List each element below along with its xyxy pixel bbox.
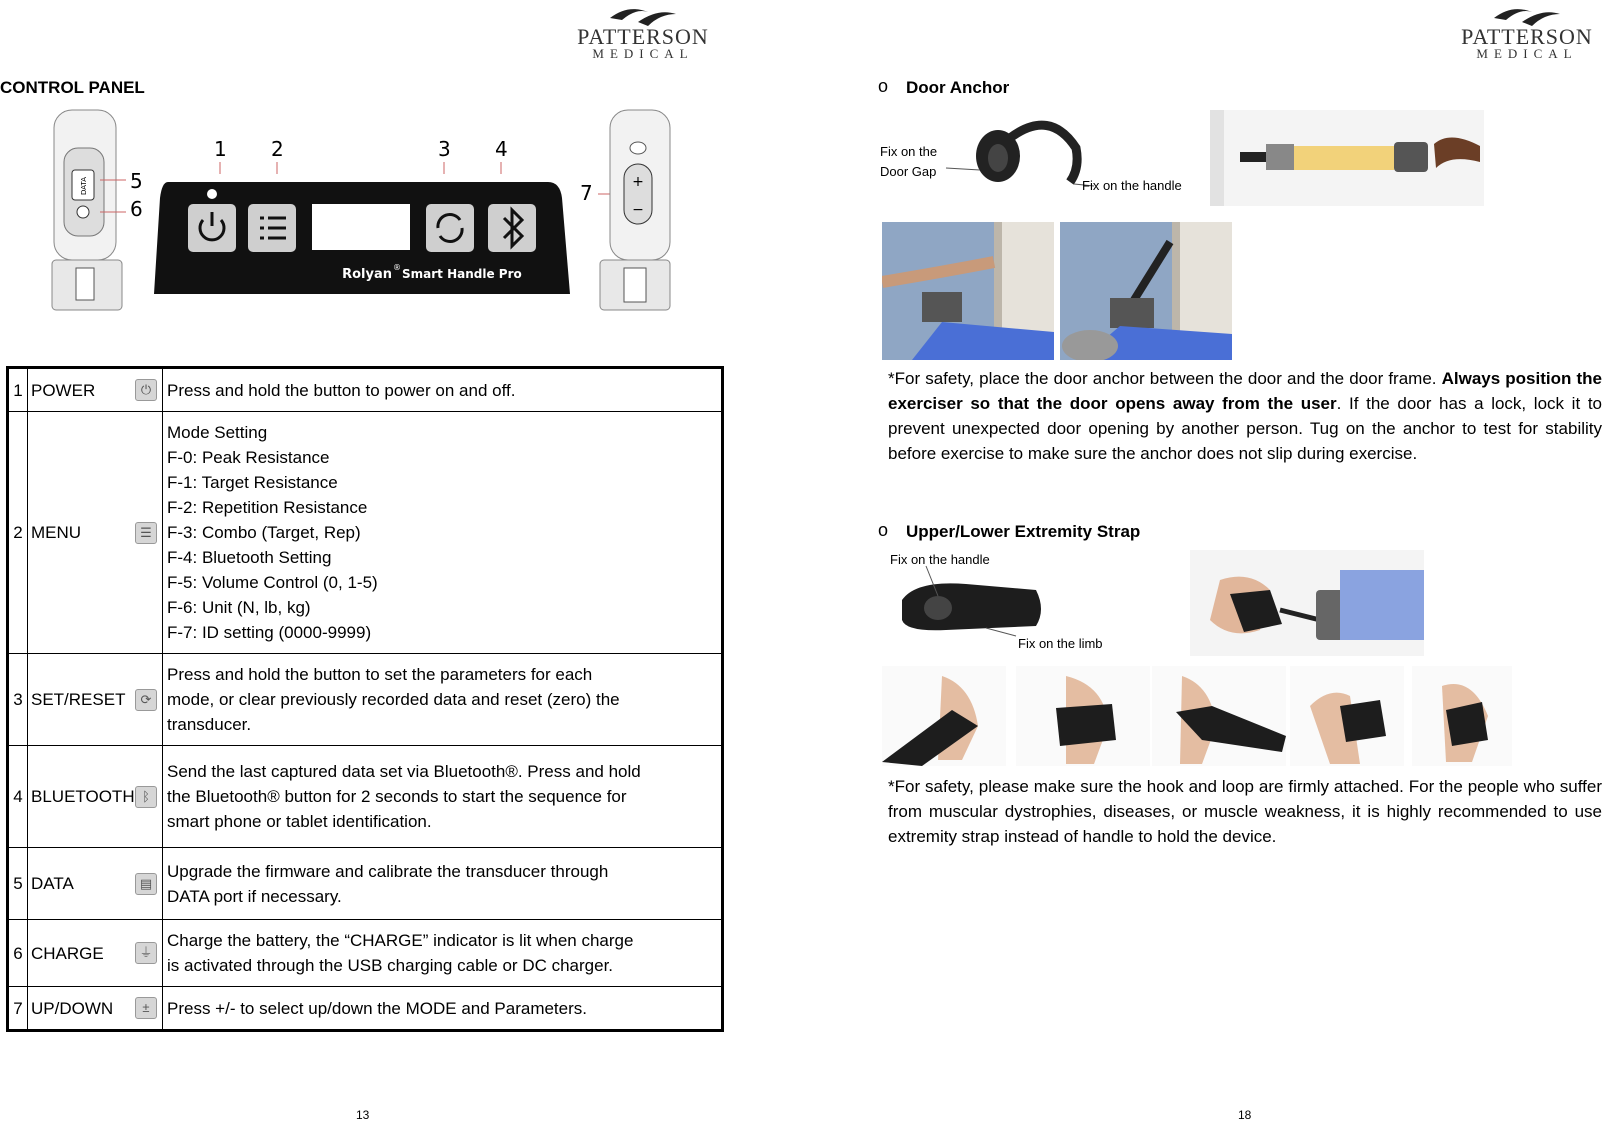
row-name: DATA	[31, 874, 74, 893]
desc-line: Press and hold the button to power on and off.	[167, 380, 516, 400]
right-page	[860, 0, 1602, 1129]
table-row	[8, 848, 723, 920]
extremity-strap-product-photo	[886, 550, 1136, 654]
callout-4: 4	[495, 137, 508, 161]
row-number: 4	[8, 746, 28, 848]
strap-steps-photo-3	[1152, 666, 1286, 766]
row-name-cell	[28, 987, 163, 1031]
desc-line: F-7: ID setting (0000-9999)	[167, 623, 372, 642]
patterson-medical-logo	[1452, 0, 1602, 64]
desc-line: smart phone or tablet identification.	[167, 812, 432, 831]
row-name-cell	[28, 920, 163, 987]
panel-brand: Rolyan	[342, 267, 392, 282]
section-bullet: o	[878, 520, 889, 540]
section-title-extremity-strap: Upper/Lower Extremity Strap	[906, 522, 1141, 541]
row-description	[163, 412, 723, 654]
power-icon: ⏻	[135, 379, 157, 401]
side-label-data: DATA	[80, 176, 88, 196]
row-number: 1	[8, 368, 28, 412]
desc-line: F-3: Combo (Target, Rep)	[167, 523, 361, 542]
charge-led-shape	[77, 206, 89, 218]
desc-line: Press +/- to select up/down the MODE and Parameters.	[167, 998, 587, 1018]
row-description	[163, 654, 723, 746]
table-row	[8, 746, 723, 848]
row-number: 2	[8, 412, 28, 654]
patterson-medical-logo	[568, 0, 718, 64]
row-name: UP/DOWN	[31, 998, 114, 1018]
panel-reset-button	[426, 204, 474, 252]
left-handle-side-view	[52, 110, 126, 310]
desc-line: mode, or clear previously recorded data and reset (zero) the	[167, 690, 620, 709]
row-number: 6	[8, 920, 28, 987]
callout-2: 2	[271, 137, 284, 161]
bluetooth-icon: ᛒ	[135, 786, 157, 808]
charge-icon: ⏚	[135, 942, 157, 964]
up-down-icon: ±	[135, 997, 157, 1019]
desc-line: Mode Setting	[167, 423, 268, 442]
left-page	[0, 0, 800, 1129]
desc-line: the Bluetooth® button for 2 seconds to start the sequence for	[167, 787, 627, 806]
logo-word-patterson: PATTERSON	[1461, 24, 1593, 49]
logo-word-patterson: PATTERSON	[577, 24, 709, 49]
desc-line: Upgrade the firmware and calibrate the transducer through	[167, 861, 609, 881]
row-name-cell	[28, 368, 163, 412]
control-panel-figure	[40, 108, 680, 328]
door-anchor-safety-note	[888, 366, 1602, 466]
device-illustration	[40, 108, 680, 328]
label-fix-on-handle: Fix on the handle	[1082, 178, 1182, 193]
panel-product-name: Smart Handle Pro	[402, 267, 522, 281]
callout-6: 6	[130, 197, 143, 221]
row-name: MENU	[31, 523, 82, 542]
strap-steps-photo-4	[1290, 666, 1404, 766]
note-text-bold: Always position the exerciser so that the door opens away from the user	[888, 369, 1602, 413]
row-name: BLUETOOTH	[31, 787, 135, 806]
door-anchor-photo-step2	[1060, 222, 1232, 360]
reset-icon: ⟳	[135, 689, 157, 711]
row-name-cell	[28, 412, 163, 654]
control-panel-table	[6, 366, 724, 1032]
page-heading: CONTROL PANEL	[0, 78, 145, 97]
door-anchor-photo-step1	[882, 222, 1054, 360]
note-text-end: . If the door has a lock, lock it to prevent unexpected door opening by another person. Tug on the anchor to test for stability before exercise to make sure the anchor does not slip during exercise.	[888, 394, 1602, 463]
desc-line: Press and hold the button to set the parameters for each	[167, 665, 593, 684]
label-fix-on-handle: Fix on the handle	[890, 552, 990, 567]
callout-3: 3	[438, 137, 451, 161]
callout-5: 5	[130, 169, 143, 193]
desc-line: F-5: Volume Control (0, 1-5)	[167, 573, 378, 592]
desc-line: transducer.	[167, 715, 252, 734]
door-anchor-product-photo	[880, 108, 1210, 206]
desc-line: Send the last captured data set via Bluetooth®. Press and hold	[167, 762, 641, 781]
desc-line: is activated through the USB charging cable or DC charger.	[167, 956, 614, 975]
logo-word-medical: MEDICAL	[592, 46, 694, 61]
note-text-start: *For safety, place the door anchor between the door and the door frame.	[888, 369, 1442, 388]
extremity-strap-in-use-photo	[1190, 550, 1424, 656]
logo-word-medical: MEDICAL	[1476, 46, 1578, 61]
row-name-cell	[28, 746, 163, 848]
panel-power-button	[188, 204, 236, 252]
menu-icon: ☰	[135, 522, 157, 544]
row-description	[163, 368, 723, 412]
strap-steps-photo-2	[1016, 666, 1150, 766]
row-name: POWER	[31, 380, 96, 400]
row-name: CHARGE	[31, 943, 104, 963]
row-name-cell	[28, 654, 163, 746]
table-row	[8, 654, 723, 746]
page-number: 18	[1238, 1108, 1252, 1122]
page-number: 13	[356, 1108, 370, 1122]
right-handle-side-view	[600, 110, 670, 310]
extremity-strap-safety-note: *For safety, please make sure the hook and loop are firmly attached. For the people who suffer from muscular dystrophies, diseases, or muscle weakness, it is highly recommended to use extremity strap instead of handle to hold the device.	[888, 777, 1602, 846]
data-port-icon: ▤	[135, 873, 157, 895]
row-description	[163, 746, 723, 848]
row-description	[163, 848, 723, 920]
power-led-shape	[207, 189, 217, 199]
row-name: SET/RESET	[31, 690, 126, 709]
table-row	[8, 987, 723, 1031]
desc-line: F-0: Peak Resistance	[167, 448, 330, 467]
desc-line: F-2: Repetition Resistance	[167, 498, 368, 517]
row-description	[163, 920, 723, 987]
panel-brand-mark: ®	[393, 263, 401, 272]
desc-line: Charge the battery, the “CHARGE” indicator is lit when charge	[167, 931, 634, 950]
strap-steps-photo-5	[1412, 666, 1512, 766]
row-number: 7	[8, 987, 28, 1031]
callout-1: 1	[214, 137, 227, 161]
table-row	[8, 368, 723, 412]
table-row	[8, 412, 723, 654]
callout-7: 7	[580, 181, 593, 205]
desc-line: F-4: Bluetooth Setting	[167, 548, 332, 567]
row-number: 3	[8, 654, 28, 746]
section-title-door-anchor: Door Anchor	[906, 78, 1010, 97]
label-door-gap-line2: Door Gap	[880, 164, 937, 179]
panel-display	[312, 204, 410, 250]
front-panel	[154, 182, 570, 294]
table-row	[8, 920, 723, 987]
desc-line: F-1: Target Resistance	[167, 473, 338, 492]
svg-text:+: +	[632, 174, 644, 190]
label-fix-on-limb: Fix on the limb	[1018, 636, 1103, 651]
row-name-cell	[28, 848, 163, 920]
door-anchor-in-use-photo	[1210, 110, 1484, 206]
svg-text:−: −	[632, 202, 644, 218]
row-number: 5	[8, 848, 28, 920]
strap-steps-photo-1	[882, 666, 1006, 766]
desc-line: DATA port if necessary.	[167, 886, 342, 906]
desc-line: F-6: Unit (N, lb, kg)	[167, 598, 311, 617]
label-door-gap-line1: Fix on the	[880, 144, 938, 159]
section-bullet: o	[878, 76, 889, 96]
row-description	[163, 987, 723, 1031]
